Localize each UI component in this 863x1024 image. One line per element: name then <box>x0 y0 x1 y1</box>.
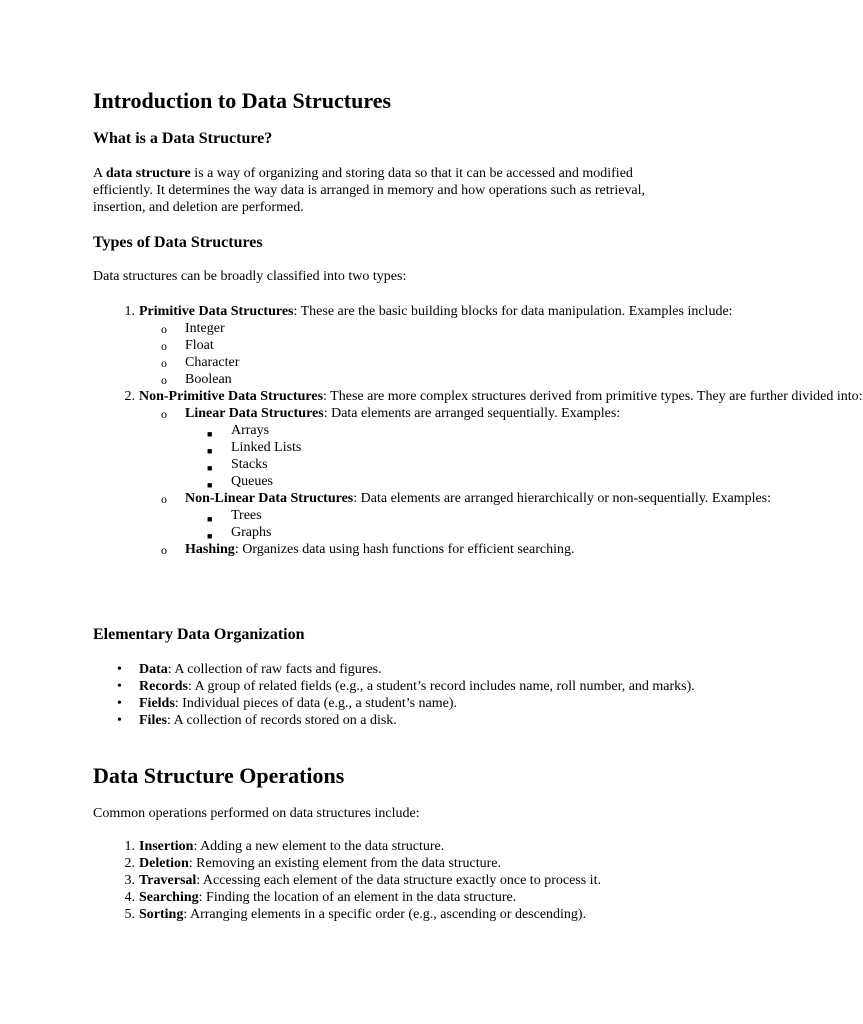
list-item <box>207 507 671 524</box>
primitive-term: Primitive Data Structures <box>139 304 294 319</box>
list-item-text: Linked Lists <box>231 440 302 455</box>
list-item-desc: : Arranging elements in a specific order (e.g., ascending or descending). <box>183 907 587 922</box>
hashing-desc: : Organizes data using hash functions for efficient searching. <box>234 542 575 557</box>
hashing-term: Hashing <box>185 542 235 557</box>
list-item <box>207 524 671 541</box>
circle-bullet-icon: o <box>161 373 167 387</box>
operations-list <box>93 838 669 923</box>
nonlinear-term: Non-Linear Data Structures <box>185 491 354 506</box>
list-item <box>124 906 669 923</box>
list-item-text: Integer <box>185 321 225 336</box>
definition-term: data structure <box>105 166 191 181</box>
square-bullet-icon: ■ <box>207 429 213 439</box>
list-item <box>161 371 671 388</box>
list-item <box>161 354 671 371</box>
list-item-text: Graphs <box>231 525 272 540</box>
list-item-desc: : A group of related fields (e.g., a student’s record includes name, roll number, and marks). <box>188 679 695 694</box>
list-item-text: Queues <box>231 474 273 489</box>
list-number: 1. <box>124 839 135 854</box>
page-title: Introduction to Data Structures <box>93 88 392 113</box>
bullet-icon: • <box>117 662 122 677</box>
section-heading-elementary: Elementary Data Organization <box>93 626 305 643</box>
list-item <box>124 838 669 855</box>
definition-paragraph <box>93 165 673 216</box>
circle-bullet-icon: o <box>161 322 167 336</box>
list-item-term: Sorting <box>139 907 184 922</box>
list-item-linear <box>161 405 671 490</box>
list-number: 5. <box>124 907 135 922</box>
list-item-desc: : Individual pieces of data (e.g., a student’s name). <box>174 696 458 711</box>
nonprimitive-subtypes <box>139 405 772 558</box>
nonlinear-desc: : Data elements are arranged hierarchically or non-sequentially. Examples: <box>353 491 772 506</box>
list-item-hashing <box>161 541 671 558</box>
list-item-desc: : Adding a new element to the data structure. <box>193 839 445 854</box>
list-item-text: Boolean <box>185 372 232 387</box>
list-item <box>117 695 669 712</box>
square-bullet-icon: ■ <box>207 446 213 456</box>
list-item-term: Searching <box>139 890 199 905</box>
bullet-icon: • <box>117 696 122 711</box>
definition-lead: A <box>93 166 106 181</box>
operations-intro: Common operations performed on data structures include: <box>93 806 420 821</box>
circle-bullet-icon: o <box>161 339 167 353</box>
list-item-term: Data <box>139 662 168 677</box>
list-item-text: Arrays <box>231 423 270 438</box>
types-intro: Data structures can be broadly classified into two types: <box>93 269 407 284</box>
list-item-term: Files <box>139 713 167 728</box>
section-heading-types: Types of Data Structures <box>93 234 263 251</box>
list-item-term: Fields <box>139 696 175 711</box>
list-item-primitive <box>124 303 733 388</box>
list-item <box>124 855 669 872</box>
nonlinear-examples <box>185 507 671 541</box>
nonprimitive-desc: : These are more complex structures derived from primitive types. They are further divided into: <box>323 389 863 404</box>
list-number: 2. <box>124 389 135 404</box>
types-list <box>93 303 863 558</box>
list-item-term: Records <box>139 679 188 694</box>
list-item <box>117 678 695 695</box>
list-item-nonlinear <box>161 490 772 541</box>
list-item <box>124 889 669 906</box>
section-heading-what-is: What is a Data Structure? <box>93 130 273 147</box>
list-item-desc: : A collection of records stored on a disk. <box>167 713 397 728</box>
linear-examples <box>185 422 671 490</box>
square-bullet-icon: ■ <box>207 480 213 490</box>
linear-term: Linear Data Structures <box>185 406 324 421</box>
circle-bullet-icon: o <box>161 492 167 506</box>
list-item-term: Traversal <box>139 873 197 888</box>
primitive-desc: : These are the basic building blocks for data manipulation. Examples include: <box>293 304 733 319</box>
list-item <box>117 712 669 729</box>
list-item <box>207 456 671 473</box>
list-item-text: Character <box>185 355 240 370</box>
square-bullet-icon: ■ <box>207 531 213 541</box>
circle-bullet-icon: o <box>161 407 167 421</box>
list-item <box>207 473 671 490</box>
list-number: 1. <box>124 304 135 319</box>
list-item-text: Trees <box>231 508 262 523</box>
bullet-icon: • <box>117 679 122 694</box>
list-number: 3. <box>124 873 135 888</box>
square-bullet-icon: ■ <box>207 463 213 473</box>
list-item <box>124 872 669 889</box>
list-item <box>161 337 671 354</box>
list-number: 4. <box>124 890 135 905</box>
list-item <box>161 320 671 337</box>
elementary-list <box>93 661 695 729</box>
circle-bullet-icon: o <box>161 356 167 370</box>
list-item <box>207 439 671 456</box>
list-item <box>117 661 669 678</box>
list-item-term: Insertion <box>139 839 194 854</box>
list-item-desc: : Accessing each element of the data structure exactly once to process it. <box>196 873 601 888</box>
list-number: 2. <box>124 856 135 871</box>
circle-bullet-icon: o <box>161 543 167 557</box>
list-item-text: Float <box>185 338 214 353</box>
list-item-desc: : Removing an existing element from the data structure. <box>188 856 501 871</box>
nonprimitive-term: Non-Primitive Data Structures <box>139 389 324 404</box>
list-item-nonprimitive <box>124 388 863 558</box>
section-title-operations: Data Structure Operations <box>93 763 345 788</box>
definition-text: is a way of organizing and storing data so that it can be accessed and modified efficiently. It determines the way data is arranged in memory and how operations such as retrieval, insertion, and deletion are performed. <box>93 166 646 215</box>
list-item-desc: : Finding the location of an element in the data structure. <box>198 890 517 905</box>
square-bullet-icon: ■ <box>207 514 213 524</box>
list-item-desc: : A collection of raw facts and figures. <box>167 662 382 677</box>
primitive-examples <box>139 320 669 388</box>
list-item-text: Stacks <box>231 457 268 472</box>
list-item <box>207 422 671 439</box>
linear-desc: : Data elements are arranged sequentially. Examples: <box>323 406 621 421</box>
bullet-icon: • <box>117 713 122 728</box>
list-item-term: Deletion <box>139 856 189 871</box>
